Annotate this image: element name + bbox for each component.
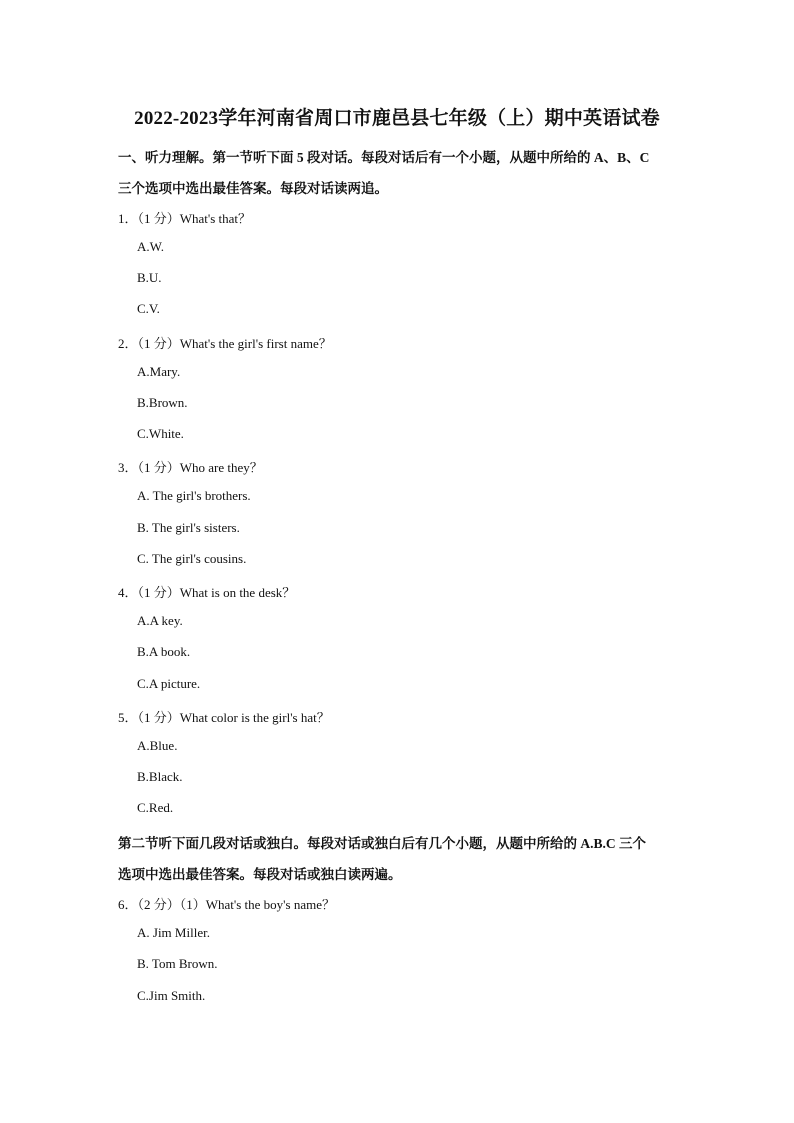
question-4: 4．（1 分）What is on the desk？	[118, 585, 296, 600]
question-3-option-b: B. The girl's sisters.	[137, 520, 240, 535]
question-5-option-b: B.Black.	[137, 769, 183, 784]
section1-instruction-line2: 三个选项中选出最佳答案。每段对话读两追。	[118, 181, 388, 196]
question-1-option-c: C.V.	[137, 301, 160, 316]
question-6-option-c: C.Jim Smith.	[137, 988, 206, 1003]
question-4-option-b: B.A book.	[137, 644, 191, 659]
question-2-option-a: A.Mary.	[137, 364, 181, 379]
question-1-option-b: B.U.	[137, 270, 162, 285]
question-3: 3．（1 分）Who are they？	[118, 460, 263, 475]
page-title: 2022-2023学年河南省周口市鹿邑县七年级（上）期中英语试卷	[134, 108, 660, 129]
question-4-option-a: A.A key.	[137, 613, 183, 628]
question-6-option-a: A. Jim Miller.	[137, 925, 210, 940]
question-1: 1．（1 分）What's that？	[118, 211, 252, 226]
question-5: 5．（1 分）What color is the girl's hat？	[118, 710, 330, 725]
section2-instruction-line2: 选项中选出最佳答案。每段对话或独白读两遍。	[118, 867, 402, 882]
question-5-option-c: C.Red.	[137, 800, 174, 815]
question-6: 6．（2 分）（1）What's the boy's name？	[118, 897, 335, 912]
question-2-option-b: B.Brown.	[137, 395, 188, 410]
section1-instruction-line1: 一、听力理解。第一节听下面 5 段对话。每段对话后有一个小题，从题中所给的 A、B、C	[118, 150, 650, 165]
question-3-option-c: C. The girl's cousins.	[137, 551, 247, 566]
section2-instruction-line1: 第二节听下面几段对话或独白。每段对话或独白后有几个小题，从题中所给的 A.B.C 三个	[118, 836, 647, 851]
question-2-option-c: C.White.	[137, 426, 184, 441]
question-1-option-a: A.W.	[137, 239, 164, 254]
question-4-option-c: C.A picture.	[137, 676, 201, 691]
question-5-option-a: A.Blue.	[137, 738, 178, 753]
question-2: 2．（1 分）What's the girl's first name？	[118, 336, 332, 351]
question-3-option-a: A. The girl's brothers.	[137, 488, 251, 503]
question-6-option-b: B. Tom Brown.	[137, 956, 218, 971]
